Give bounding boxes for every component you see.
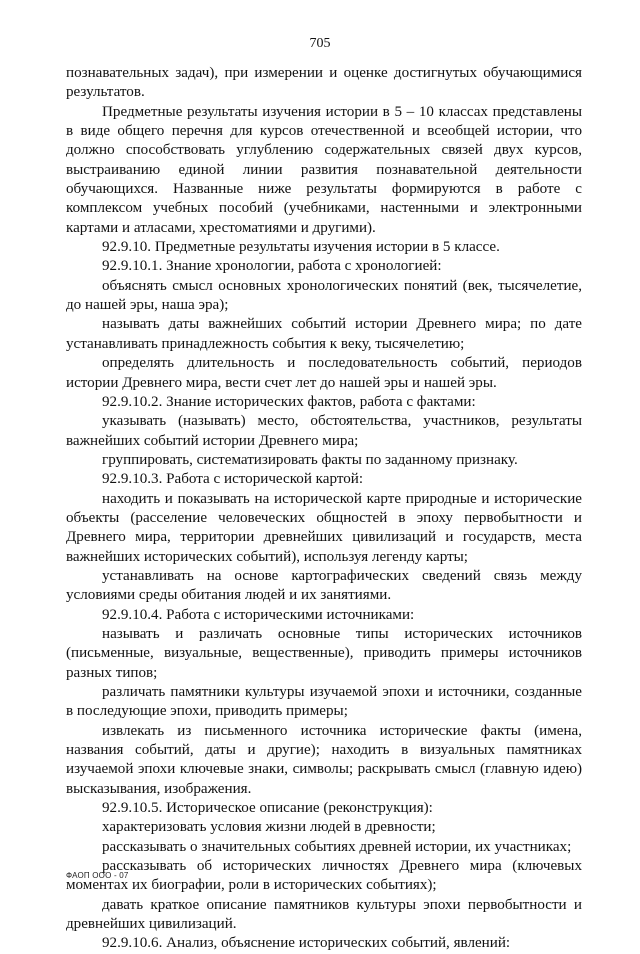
subsection-heading-analysis: 92.9.10.6. Анализ, объяснение исторических событий, явлений: [102, 935, 511, 952]
subsection-heading-sources: 92.9.10.4. Работа с историческими источниками: [102, 606, 415, 623]
list-item: объяснять смысл основных хронологических понятий (век, тысячелетие, до нашей эры, наша эра); [66, 277, 582, 314]
list-item: называть даты важнейших событий истории Древнего мира; по дате устанавливать принадлежность события к веку, тысячелетию; [66, 316, 582, 352]
list-item: рассказывать о значительных событиях древней истории, их участниках; [102, 838, 572, 855]
list-item: указывать (называть) место, обстоятельства, участников, результаты важнейших событий истории Древнего мира; [66, 413, 582, 449]
subsection-heading-description: 92.9.10.5. Историческое описание (реконструкция): [102, 800, 433, 817]
paragraph-intro: Предметные результаты изучения истории в 5 – 10 классах представлены в виде общего перечня для курсов отечественной и всеобщей истории, что должно способствовать углублению содержательных связей двух курсов, выстраиванию единой линии развития познавательной деятельности обучающихся. Названные ниже результаты формируются в работе с комплексом учебных пособий (учебниками, настенными и электронными картами и атласами, хрестоматиями и другими). [66, 103, 582, 236]
list-item: находить и показывать на исторической карте природные и исторические объекты (расселение человеческих общностей в эпоху первобытности и Древнего мира, территории древнейших цивилизаций и государств, места важнейших исторических событий), используя легенду карты; [66, 490, 582, 565]
list-item: различать памятники культуры изучаемой эпохи и источники, созданные в последующие эпохи, приводить примеры; [66, 684, 582, 720]
list-item: рассказывать об исторических личностях Древнего мира (ключевых моментах их биографии, роли в исторических событиях); [66, 858, 582, 894]
list-item: характеризовать условия жизни людей в древности; [102, 819, 436, 836]
list-item: давать краткое описание памятников культуры эпохи первобытности и древнейших цивилизаций. [66, 896, 582, 933]
page-number: 705 [309, 36, 331, 51]
subsection-heading-chronology: 92.9.10.1. Знание хронологии, работа с хронологией: [102, 258, 442, 275]
document-footer-code: ФАОП ООО - 07 [66, 871, 129, 880]
paragraph-continuation: познавательных задач), при измерении и оценке достигнутых обучающимися результатов. [66, 65, 582, 101]
subsection-heading-map: 92.9.10.3. Работа с исторической картой: [102, 471, 364, 488]
list-item: устанавливать на основе картографических сведений связь между условиями среды обитания людей и их занятиями. [66, 567, 582, 604]
list-item: определять длительность и последовательность событий, периодов истории Древнего мира, вести счет лет до нашей эры и нашей эры. [66, 355, 582, 391]
subsection-heading-facts: 92.9.10.2. Знание исторических фактов, работа с фактами: [102, 393, 476, 410]
section-heading-92-9-10: 92.9.10. Предметные результаты изучения истории в 5 классе. [102, 239, 500, 256]
list-item: группировать, систематизировать факты по заданному признаку. [102, 451, 518, 468]
document-body [66, 64, 582, 954]
list-item: извлекать из письменного источника исторические факты (имена, названия событий, даты и другие); находить в визуальных памятниках изучаемой эпохи ключевые знаки, символы; раскрывать смысл (главную идею) высказывания, изображения. [66, 722, 582, 797]
list-item: называть и различать основные типы исторических источников (письменные, визуальные, вещественные), приводить примеры источников разных типов; [66, 625, 582, 681]
